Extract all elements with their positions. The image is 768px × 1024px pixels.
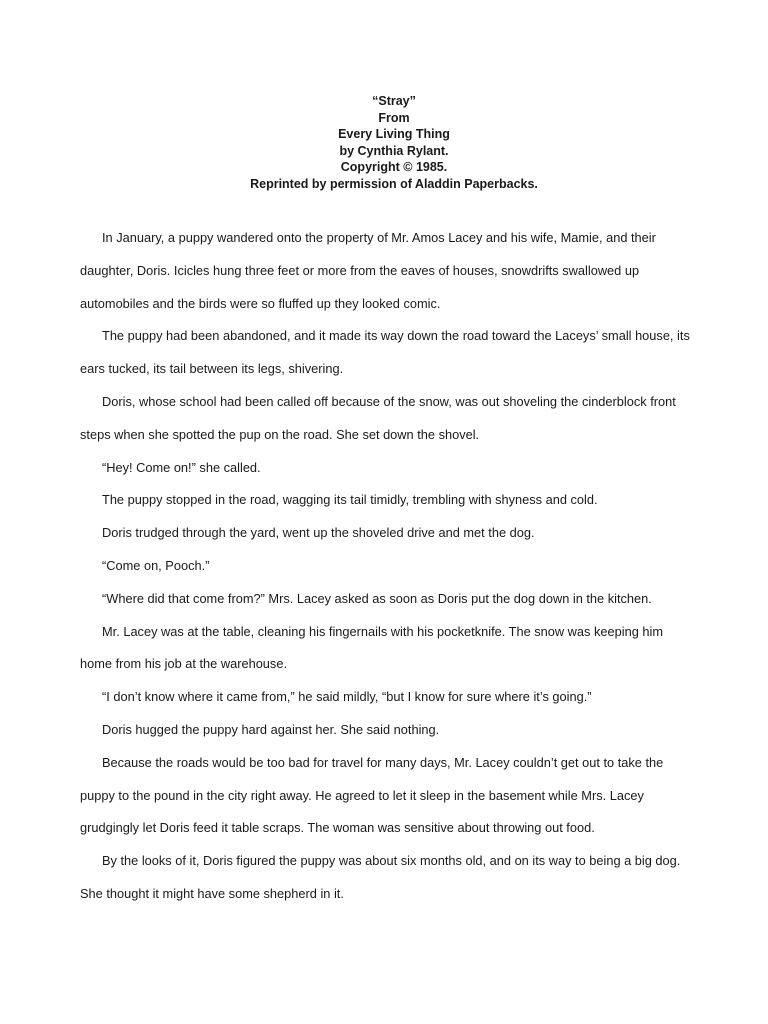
story-header <box>0 93 768 193</box>
paragraph: “I don’t know where it came from,” he said mildly, “but I know for sure where it’s going.” <box>102 689 592 705</box>
paragraph: Doris, whose school had been called off because of the snow, was out shoveling the cinderblock front steps when she spotted the pup on the road. She set down the shovel. <box>80 393 676 442</box>
copyright-line: Copyright © 1985. <box>340 160 448 175</box>
paragraph: By the looks of it, Doris figured the puppy was about six months old, and on its way to being a big dog. She thought it might have some shepherd in it. <box>80 853 681 901</box>
paragraph: Doris hugged the puppy hard against her. She said nothing. <box>102 721 440 737</box>
paragraph: The puppy had been abandoned, and it made its way down the road toward the Laceys’ small house, its ears tucked, its tail between its legs, shivering. <box>80 328 690 377</box>
paragraph: “Where did that come from?” Mrs. Lacey asked as soon as Doris put the dog down in the kitchen. <box>102 590 652 606</box>
permission-line: Reprinted by permission of Aladdin Paperbacks. <box>250 176 538 191</box>
story-title: “Stray” <box>372 94 416 108</box>
paragraph: The puppy stopped in the road, wagging its tail timidly, trembling with shyness and cold. <box>102 492 598 508</box>
paragraph: In January, a puppy wandered onto the property of Mr. Amos Lacey and his wife, Mamie, and their daughter, Doris. Icicles hung three feet or more from the eaves of houses, snowdrifts swallowed up automobiles and the birds were so fluffed up they looked comic. <box>80 230 656 311</box>
paragraph: Mr. Lacey was at the table, cleaning his fingernails with his pocketknife. The snow was keeping him home from his job at the warehouse. <box>80 623 663 672</box>
author-line: by Cynthia Rylant. <box>339 143 449 158</box>
from-label: From <box>378 110 410 125</box>
paragraph: “Come on, Pooch.” <box>102 557 210 573</box>
paragraph: Because the roads would be too bad for travel for many days, Mr. Lacey couldn’t get out to take the puppy to the pound in the city right away. He agreed to let it sleep in the basement while Mrs. Lacey grudgingly let Doris feed it table scraps. The woman was sensitive about throwing out food. <box>80 754 664 836</box>
book-title: Every Living Thing <box>338 127 450 142</box>
paragraph: “Hey! Come on!” she called. <box>102 459 261 475</box>
paragraph: Doris trudged through the yard, went up the shoveled drive and met the dog. <box>102 525 535 541</box>
story-body <box>80 222 692 911</box>
